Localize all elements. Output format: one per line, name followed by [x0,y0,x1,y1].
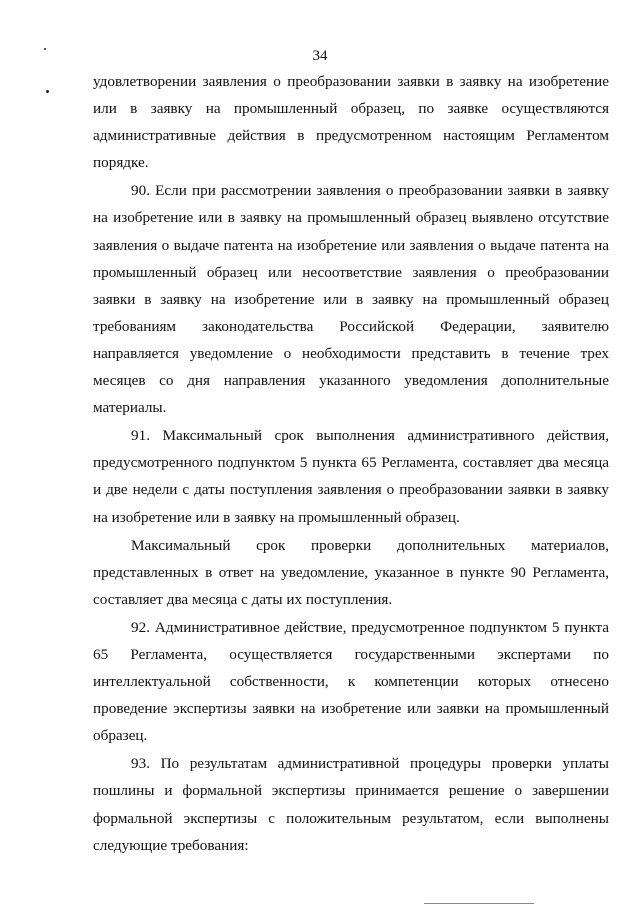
paragraph-90: 90. Если при рассмотрении заявления о преобразовании заявки в заявку на изобретение или в заявку на промышленный образец выявлено отсутствие заявления о выдаче патента на изобретение или заявления о выдаче патента на промышленный образец или несоответствие заявления о преобразовании заявки в заявку на изобретение или в заявку на промышленный образец требованиям законодательства Российской Федерации, заявителю направляется уведомление о необходимости представить в течение трех месяцев со дня направления указанного уведомления дополнительные материалы. [93,182,609,417]
paragraph-91: 91. Максимальный срок выполнения административного действия, предусмотренного подпунктом 5 пункта 65 Регламента, составляет два месяца и две недели с даты поступления заявления о преобразовании заявки в заявку на изобретение или в заявку на промышленный образец. [93,427,609,526]
scan-edge-mark [424,903,534,904]
paragraph-continuation: удовлетворении заявления о преобразовании заявки в заявку на изобретение или в заявку на промышленный образец, по заявке осуществляются административные действия в предусмотренном настоящим Регламентом порядке. [93,73,609,172]
page-number: 34 [312,48,328,64]
scan-speck [44,48,46,50]
scan-speck [46,90,49,93]
paragraph-93: 93. По результатам административной процедуры проверки уплаты пошлины и формальной экспертизы принимается решение о завершении формальной экспертизы с положительным результатом, если выполнены следующие требования: [93,755,609,854]
paragraph-91-continued: Максимальный срок проверки дополнительных материалов, представленных в ответ на уведомление, указанное в пункте 90 Регламента, составляет два месяца с даты их поступления. [93,536,609,608]
paragraph-92: 92. Административное действие, предусмотренное подпунктом 5 пункта 65 Регламента, осуществляется государственными экспертами по интеллектуальной собственности, к компетенции которых отнесено проведение экспертизы заявки на изобретение или заявки на промышленный образец. [93,618,609,745]
document-body [93,68,609,859]
